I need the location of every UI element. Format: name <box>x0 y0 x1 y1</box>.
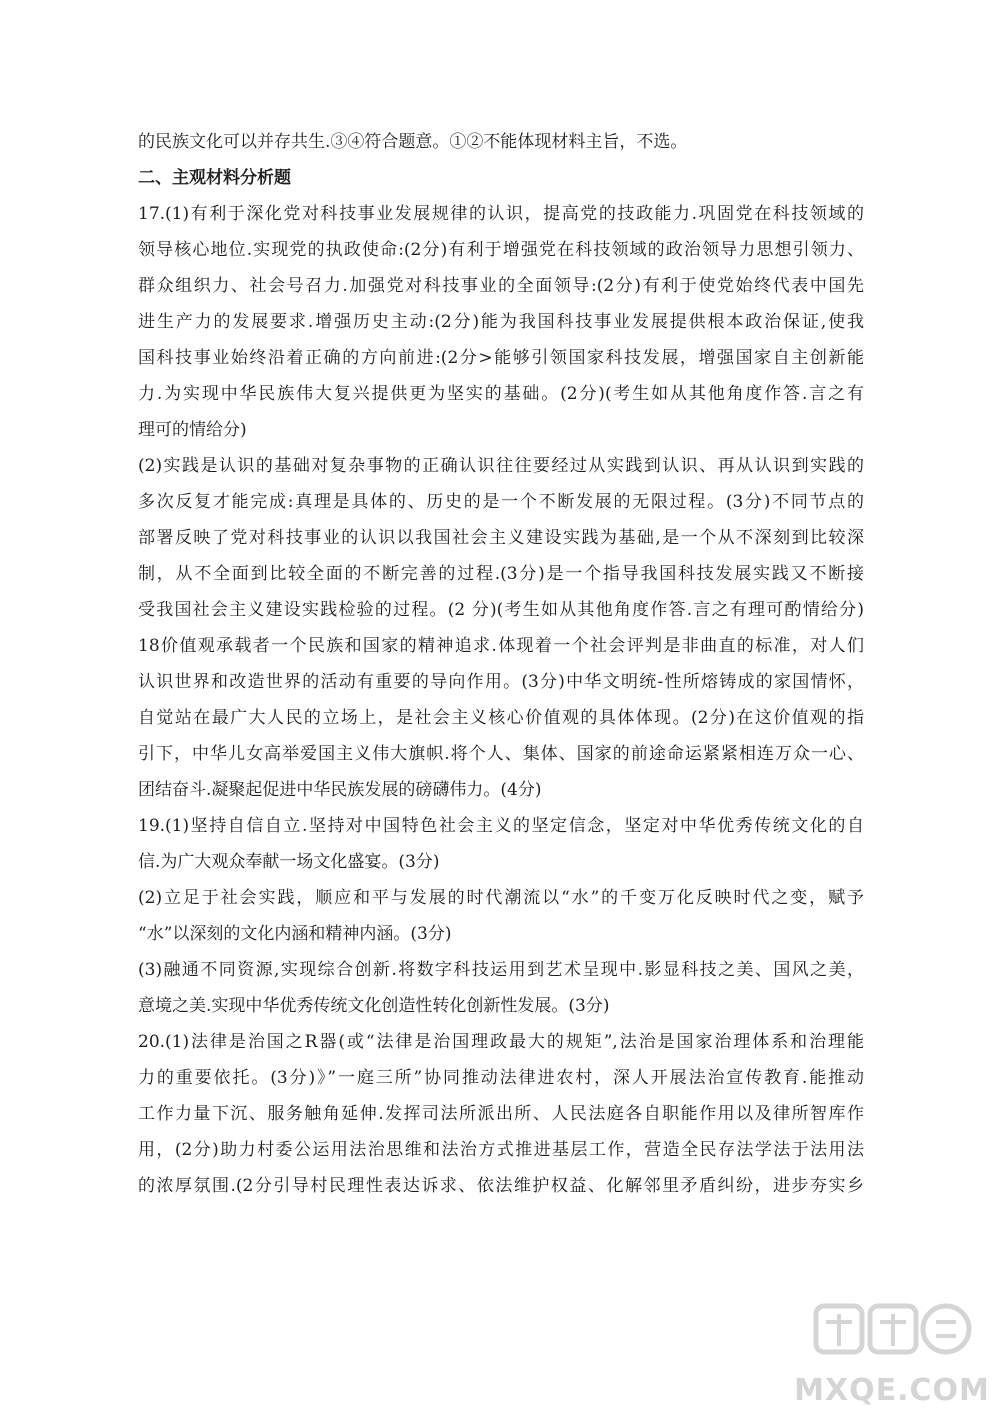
text-line: 的浓厚氛围.(2分引导村民理性表达诉求、依法维护权益、化解邻里矛盾纠纷，进步夯实乡 <box>138 1176 864 1196</box>
text-line: 多次反复才能完成:真理是具体的、历史的是一个不断发展的无限过程。(3分)不同节点的 <box>138 492 864 512</box>
text-line: “水”以深刻的文化内涵和精神内涵。(3分) <box>138 924 452 944</box>
text-line: 19.(1)坚持自信自立.坚持对中国特色社会主义的坚定信念，坚定对中华优秀传统文化的自 <box>138 816 864 836</box>
text-line: 引下，中华儿女高举爱国主义伟大旗帜.将个人、集体、国家的前途命运紧紧相连万众一心、 <box>138 744 864 764</box>
text-line: 制，从不全面到比较全面的不断完善的过程.(3分)是一个指导我国科技发展实践又不断接 <box>138 564 864 584</box>
text-line: (2)实践是认识的基础对复杂事物的正确认识往往要经过从实践到认识、再从认识到实践的 <box>138 456 864 476</box>
text-line: 力.为实现中华民族伟大复兴提供更为坚实的基础。(2分)(考生如从其他角度作答.言之有 <box>138 384 864 404</box>
text-line: 团结奋斗.凝聚起促进中华民族发展的磅礴伟力。(4分) <box>138 780 542 800</box>
watermark-text: MXQE.COM <box>794 1373 990 1408</box>
text-line: 进生产力的发展要求.增强历史主动:(2分)能为我国科技事业发展提供根本政治保证,使我 <box>138 312 864 332</box>
text-line: 部署反映了党对科技事业的认识以我国社会主义建设实践为基础,是一个从不深刻到比较深 <box>138 528 864 548</box>
text-line: 工作力量下沉、服务触角延伸.发挥司法所派出所、人民法庭各自职能作用以及律所智库作 <box>138 1104 864 1124</box>
text-line: 的民族文化可以并存共生.③④符合题意。①②不能体现材料主旨，不选。 <box>138 132 688 152</box>
section-heading: 二、主观材料分析题 <box>138 168 291 188</box>
text-line: 理可的情给分) <box>138 420 247 440</box>
watermark-logo-icon <box>812 1298 972 1368</box>
text-line: 自觉站在最广大人民的立场上，是社会主义核心价值观的具体体现。(2分)在这价值观的指 <box>138 708 864 728</box>
text-line: 群众组织力、社会号召力.加强党对科技事业的全面领导:(2分)有利于使党始终代表中国先 <box>138 276 864 296</box>
text-line: 意境之美.实现中华优秀传统文化创造性转化创新性发展。(3分) <box>138 996 610 1016</box>
text-line: 领导核心地位.实现党的执政使命:(2分)有利于增强党在科技领域的政治领导力思想引领力、 <box>138 240 864 260</box>
site-watermark <box>792 1298 992 1408</box>
text-line: 认识世界和改造世界的活动有重要的导向作用。(3分)中华文明统-性所熔铸成的家国情怀， <box>138 672 864 692</box>
text-line: 用，(2分)助力村委公运用法治思维和法治方式推进基层工作，营造全民存法学法于法用法 <box>138 1140 864 1160</box>
document-body <box>138 124 864 1204</box>
text-line: 17.(1)有利于深化党对科技事业发展规律的认识，提高党的技政能力.巩固党在科技领域的 <box>138 204 864 224</box>
text-line: 受我国社会主义建设实践检验的过程。(2 分)(考生如从其他角度作答.言之有理可酌情给分) <box>138 600 864 620</box>
text-line: 18价值观承载者一个民族和国家的精神追求.体现着一个社会评判是非曲直的标准，对人们 <box>138 636 864 656</box>
text-line: 信.为广大观众奉献一场文化盛宴。(3分) <box>138 852 440 872</box>
text-line: 20.(1)法律是治国之R器(或“法律是治国理政最大的规矩”,法治是国家治理体系和治理能 <box>138 1032 864 1052</box>
text-line: 国科技事业始终沿着正确的方向前进:(2分>能够引领国家科技发展，增强国家自主创新能 <box>138 348 864 368</box>
text-line: (2)立足于社会实践，顺应和平与发展的时代潮流以“水”的千变万化反映时代之变，赋予 <box>138 888 864 908</box>
text-line: 力的重要依托。(3分)》”一庭三所”协同推动法律进农村，深人开展法治宣传教育.能推动 <box>138 1068 864 1088</box>
text-line: (3)融通不同资源,实现综合创新.将数字科技运用到艺术呈现中.影显科技之美、国风之美， <box>138 960 864 980</box>
